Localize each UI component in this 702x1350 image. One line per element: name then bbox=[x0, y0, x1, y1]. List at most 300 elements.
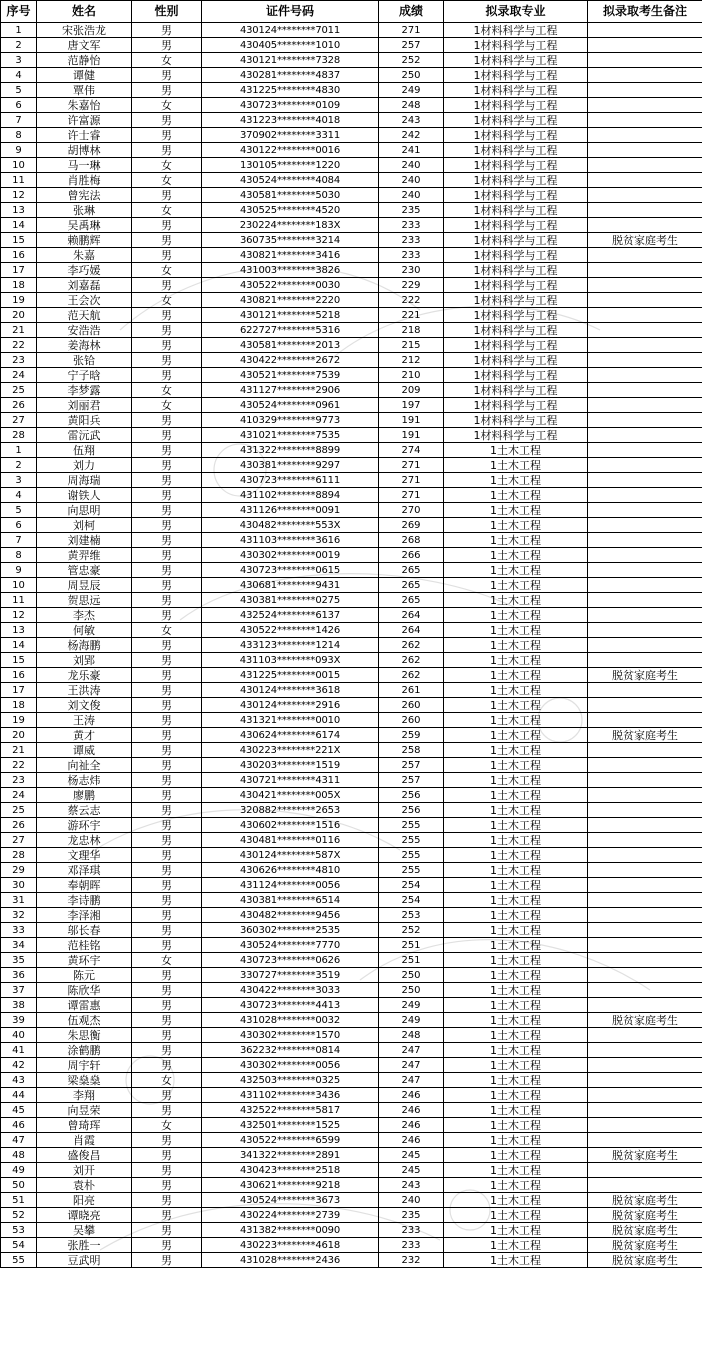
table-row bbox=[1, 758, 702, 773]
name-cell: 张胜一 bbox=[37, 1238, 132, 1253]
remark-cell bbox=[588, 833, 702, 848]
score-cell: 254 bbox=[379, 878, 444, 893]
gender-cell: 男 bbox=[132, 533, 202, 548]
major-cell: 1材料科学与工程 bbox=[444, 248, 588, 263]
remark-cell bbox=[588, 518, 702, 533]
table-row bbox=[1, 1223, 702, 1238]
major-cell: 1土木工程 bbox=[444, 878, 588, 893]
seq-cell: 13 bbox=[1, 203, 37, 218]
major-cell: 1土木工程 bbox=[444, 1208, 588, 1223]
id-number-cell: 432501********1525 bbox=[202, 1118, 379, 1133]
major-cell: 1材料科学与工程 bbox=[444, 203, 588, 218]
id-number-cell: 430723********6111 bbox=[202, 473, 379, 488]
table-row bbox=[1, 1058, 702, 1073]
table-row bbox=[1, 83, 702, 98]
name-cell: 李巧媛 bbox=[37, 263, 132, 278]
major-cell: 1土木工程 bbox=[444, 863, 588, 878]
id-number-cell: 430423********2518 bbox=[202, 1163, 379, 1178]
table-row bbox=[1, 773, 702, 788]
id-number-cell: 430723********0626 bbox=[202, 953, 379, 968]
remark-cell bbox=[588, 908, 702, 923]
name-cell: 何敏 bbox=[37, 623, 132, 638]
gender-cell: 男 bbox=[132, 1148, 202, 1163]
major-cell: 1材料科学与工程 bbox=[444, 428, 588, 443]
major-cell: 1土木工程 bbox=[444, 893, 588, 908]
table-row bbox=[1, 578, 702, 593]
gender-cell: 男 bbox=[132, 1043, 202, 1058]
gender-cell: 男 bbox=[132, 578, 202, 593]
gender-cell: 男 bbox=[132, 1223, 202, 1238]
id-number-cell: 431021********7535 bbox=[202, 428, 379, 443]
table-row bbox=[1, 683, 702, 698]
remark-cell bbox=[588, 638, 702, 653]
remark-cell bbox=[588, 758, 702, 773]
major-cell: 1材料科学与工程 bbox=[444, 158, 588, 173]
name-cell: 梁燊燊 bbox=[37, 1073, 132, 1088]
table-row bbox=[1, 353, 702, 368]
major-cell: 1土木工程 bbox=[444, 1028, 588, 1043]
seq-cell: 16 bbox=[1, 668, 37, 683]
major-cell: 1土木工程 bbox=[444, 1253, 588, 1268]
name-cell: 管忠豪 bbox=[37, 563, 132, 578]
seq-cell: 1 bbox=[1, 443, 37, 458]
major-cell: 1材料科学与工程 bbox=[444, 233, 588, 248]
id-number-cell: 430124********2916 bbox=[202, 698, 379, 713]
major-cell: 1材料科学与工程 bbox=[444, 83, 588, 98]
name-cell: 黄羿维 bbox=[37, 548, 132, 563]
major-cell: 1土木工程 bbox=[444, 1103, 588, 1118]
table-row bbox=[1, 998, 702, 1013]
name-cell: 朱嘉怡 bbox=[37, 98, 132, 113]
major-cell: 1土木工程 bbox=[444, 968, 588, 983]
name-cell: 宁子晗 bbox=[37, 368, 132, 383]
major-cell: 1土木工程 bbox=[444, 458, 588, 473]
remark-cell bbox=[588, 83, 702, 98]
score-cell: 251 bbox=[379, 938, 444, 953]
table-row bbox=[1, 428, 702, 443]
gender-cell: 女 bbox=[132, 203, 202, 218]
table-row bbox=[1, 338, 702, 353]
gender-cell: 男 bbox=[132, 668, 202, 683]
seq-cell: 13 bbox=[1, 623, 37, 638]
remark-cell bbox=[588, 863, 702, 878]
gender-cell: 男 bbox=[132, 248, 202, 263]
major-cell: 1土木工程 bbox=[444, 503, 588, 518]
remark-cell bbox=[588, 788, 702, 803]
gender-cell: 男 bbox=[132, 1058, 202, 1073]
name-cell: 贺思远 bbox=[37, 593, 132, 608]
score-cell: 258 bbox=[379, 743, 444, 758]
id-number-cell: 431126********0091 bbox=[202, 503, 379, 518]
major-cell: 1土木工程 bbox=[444, 608, 588, 623]
gender-cell: 男 bbox=[132, 428, 202, 443]
name-cell: 宋张浩龙 bbox=[37, 23, 132, 38]
gender-cell: 女 bbox=[132, 1118, 202, 1133]
score-cell: 247 bbox=[379, 1043, 444, 1058]
score-cell: 240 bbox=[379, 173, 444, 188]
table-row bbox=[1, 938, 702, 953]
major-cell: 1土木工程 bbox=[444, 1178, 588, 1193]
name-cell: 周昱辰 bbox=[37, 578, 132, 593]
score-cell: 271 bbox=[379, 473, 444, 488]
score-cell: 210 bbox=[379, 368, 444, 383]
major-cell: 1土木工程 bbox=[444, 488, 588, 503]
seq-cell: 1 bbox=[1, 23, 37, 38]
name-cell: 杨志炜 bbox=[37, 773, 132, 788]
score-cell: 252 bbox=[379, 923, 444, 938]
major-cell: 1材料科学与工程 bbox=[444, 23, 588, 38]
seq-cell: 22 bbox=[1, 758, 37, 773]
remark-cell bbox=[588, 503, 702, 518]
remark-cell: 脱贫家庭考生 bbox=[588, 1148, 702, 1163]
score-cell: 271 bbox=[379, 488, 444, 503]
name-cell: 刘开 bbox=[37, 1163, 132, 1178]
table-row bbox=[1, 863, 702, 878]
id-number-cell: 430121********5218 bbox=[202, 308, 379, 323]
major-cell: 1土木工程 bbox=[444, 563, 588, 578]
score-cell: 218 bbox=[379, 323, 444, 338]
major-cell: 1土木工程 bbox=[444, 818, 588, 833]
gender-cell: 男 bbox=[132, 443, 202, 458]
major-cell: 1土木工程 bbox=[444, 1223, 588, 1238]
gender-cell: 女 bbox=[132, 263, 202, 278]
id-number-cell: 430405********1010 bbox=[202, 38, 379, 53]
id-number-cell: 622727********5316 bbox=[202, 323, 379, 338]
name-cell: 阳亮 bbox=[37, 1193, 132, 1208]
id-number-cell: 431382********0090 bbox=[202, 1223, 379, 1238]
seq-cell: 6 bbox=[1, 518, 37, 533]
name-cell: 刘建楠 bbox=[37, 533, 132, 548]
seq-cell: 26 bbox=[1, 818, 37, 833]
major-cell: 1材料科学与工程 bbox=[444, 38, 588, 53]
major-cell: 1材料科学与工程 bbox=[444, 338, 588, 353]
remark-cell bbox=[588, 698, 702, 713]
seq-cell: 20 bbox=[1, 308, 37, 323]
score-cell: 215 bbox=[379, 338, 444, 353]
remark-cell bbox=[588, 923, 702, 938]
seq-cell: 8 bbox=[1, 548, 37, 563]
seq-cell: 21 bbox=[1, 323, 37, 338]
seq-cell: 51 bbox=[1, 1193, 37, 1208]
name-cell: 许富源 bbox=[37, 113, 132, 128]
id-number-cell: 430624********6174 bbox=[202, 728, 379, 743]
id-number-cell: 130105********1220 bbox=[202, 158, 379, 173]
major-cell: 1土木工程 bbox=[444, 443, 588, 458]
gender-cell: 男 bbox=[132, 1163, 202, 1178]
gender-cell: 男 bbox=[132, 983, 202, 998]
seq-cell: 27 bbox=[1, 413, 37, 428]
score-cell: 257 bbox=[379, 758, 444, 773]
remark-cell: 脱贫家庭考生 bbox=[588, 1238, 702, 1253]
seq-cell: 53 bbox=[1, 1223, 37, 1238]
remark-cell bbox=[588, 1043, 702, 1058]
major-cell: 1材料科学与工程 bbox=[444, 188, 588, 203]
remark-cell bbox=[588, 968, 702, 983]
score-cell: 245 bbox=[379, 1148, 444, 1163]
major-cell: 1材料科学与工程 bbox=[444, 383, 588, 398]
remark-cell bbox=[588, 173, 702, 188]
id-number-cell: 431127********2906 bbox=[202, 383, 379, 398]
id-number-cell: 431103********3616 bbox=[202, 533, 379, 548]
score-cell: 255 bbox=[379, 848, 444, 863]
name-cell: 范天航 bbox=[37, 308, 132, 323]
gender-cell: 男 bbox=[132, 548, 202, 563]
score-cell: 255 bbox=[379, 818, 444, 833]
score-cell: 255 bbox=[379, 833, 444, 848]
seq-cell: 3 bbox=[1, 53, 37, 68]
gender-cell: 男 bbox=[132, 683, 202, 698]
seq-cell: 35 bbox=[1, 953, 37, 968]
name-cell: 肖霞 bbox=[37, 1133, 132, 1148]
seq-cell: 48 bbox=[1, 1148, 37, 1163]
table-row bbox=[1, 623, 702, 638]
seq-cell: 11 bbox=[1, 173, 37, 188]
id-number-cell: 430723********4413 bbox=[202, 998, 379, 1013]
major-cell: 1土木工程 bbox=[444, 983, 588, 998]
gender-cell: 男 bbox=[132, 593, 202, 608]
table-row bbox=[1, 1043, 702, 1058]
id-number-cell: 430522********6599 bbox=[202, 1133, 379, 1148]
table-row bbox=[1, 383, 702, 398]
seq-cell: 39 bbox=[1, 1013, 37, 1028]
table-row bbox=[1, 413, 702, 428]
gender-cell: 男 bbox=[132, 863, 202, 878]
id-number-cell: 430524********0961 bbox=[202, 398, 379, 413]
remark-cell bbox=[588, 578, 702, 593]
major-cell: 1土木工程 bbox=[444, 1133, 588, 1148]
score-cell: 254 bbox=[379, 893, 444, 908]
table-body bbox=[1, 23, 702, 1268]
table-row bbox=[1, 503, 702, 518]
name-cell: 李诗鹏 bbox=[37, 893, 132, 908]
table-row bbox=[1, 1178, 702, 1193]
remark-cell bbox=[588, 818, 702, 833]
major-cell: 1土木工程 bbox=[444, 1118, 588, 1133]
table-row bbox=[1, 368, 702, 383]
remark-cell bbox=[588, 653, 702, 668]
name-cell: 范桂铭 bbox=[37, 938, 132, 953]
name-cell: 黄才 bbox=[37, 728, 132, 743]
id-number-cell: 430521********7539 bbox=[202, 368, 379, 383]
gender-cell: 男 bbox=[132, 1208, 202, 1223]
name-cell: 邓泽琪 bbox=[37, 863, 132, 878]
seq-cell: 3 bbox=[1, 473, 37, 488]
major-cell: 1材料科学与工程 bbox=[444, 323, 588, 338]
id-number-cell: 430525********4520 bbox=[202, 203, 379, 218]
id-number-cell: 230224********183X bbox=[202, 218, 379, 233]
remark-cell bbox=[588, 188, 702, 203]
remark-cell: 脱贫家庭考生 bbox=[588, 233, 702, 248]
table-row bbox=[1, 668, 702, 683]
remark-cell bbox=[588, 128, 702, 143]
score-cell: 249 bbox=[379, 83, 444, 98]
header-row bbox=[1, 1, 702, 23]
major-cell: 1材料科学与工程 bbox=[444, 98, 588, 113]
seq-cell: 41 bbox=[1, 1043, 37, 1058]
name-cell: 范静怡 bbox=[37, 53, 132, 68]
score-cell: 266 bbox=[379, 548, 444, 563]
remark-cell bbox=[588, 608, 702, 623]
seq-cell: 14 bbox=[1, 638, 37, 653]
remark-cell bbox=[588, 263, 702, 278]
name-cell: 黄阳兵 bbox=[37, 413, 132, 428]
table-row bbox=[1, 1208, 702, 1223]
header-cell-gender: 性别 bbox=[132, 1, 202, 23]
score-cell: 253 bbox=[379, 908, 444, 923]
name-cell: 谭健 bbox=[37, 68, 132, 83]
seq-cell: 18 bbox=[1, 698, 37, 713]
seq-cell: 9 bbox=[1, 563, 37, 578]
gender-cell: 男 bbox=[132, 968, 202, 983]
seq-cell: 18 bbox=[1, 278, 37, 293]
score-cell: 270 bbox=[379, 503, 444, 518]
name-cell: 胡博林 bbox=[37, 143, 132, 158]
id-number-cell: 430681********9431 bbox=[202, 578, 379, 593]
gender-cell: 男 bbox=[132, 353, 202, 368]
gender-cell: 男 bbox=[132, 1238, 202, 1253]
seq-cell: 16 bbox=[1, 248, 37, 263]
score-cell: 265 bbox=[379, 563, 444, 578]
score-cell: 230 bbox=[379, 263, 444, 278]
id-number-cell: 430524********4084 bbox=[202, 173, 379, 188]
gender-cell: 女 bbox=[132, 53, 202, 68]
gender-cell: 男 bbox=[132, 1013, 202, 1028]
name-cell: 赖鹏辉 bbox=[37, 233, 132, 248]
remark-cell bbox=[588, 848, 702, 863]
seq-cell: 24 bbox=[1, 368, 37, 383]
id-number-cell: 430522********0030 bbox=[202, 278, 379, 293]
id-number-cell: 431102********3436 bbox=[202, 1088, 379, 1103]
score-cell: 241 bbox=[379, 143, 444, 158]
seq-cell: 2 bbox=[1, 38, 37, 53]
major-cell: 1土木工程 bbox=[444, 923, 588, 938]
table-row bbox=[1, 653, 702, 668]
gender-cell: 男 bbox=[132, 893, 202, 908]
name-cell: 蔡云志 bbox=[37, 803, 132, 818]
name-cell: 谭晓亮 bbox=[37, 1208, 132, 1223]
name-cell: 向祉全 bbox=[37, 758, 132, 773]
seq-cell: 50 bbox=[1, 1178, 37, 1193]
gender-cell: 男 bbox=[132, 338, 202, 353]
remark-cell bbox=[588, 293, 702, 308]
id-number-cell: 430281********4837 bbox=[202, 68, 379, 83]
table-row bbox=[1, 23, 702, 38]
remark-cell: 脱贫家庭考生 bbox=[588, 728, 702, 743]
major-cell: 1材料科学与工程 bbox=[444, 413, 588, 428]
seq-cell: 33 bbox=[1, 923, 37, 938]
name-cell: 盛俊昌 bbox=[37, 1148, 132, 1163]
seq-cell: 36 bbox=[1, 968, 37, 983]
score-cell: 271 bbox=[379, 23, 444, 38]
seq-cell: 10 bbox=[1, 578, 37, 593]
gender-cell: 男 bbox=[132, 638, 202, 653]
remark-cell bbox=[588, 683, 702, 698]
remark-cell bbox=[588, 143, 702, 158]
seq-cell: 37 bbox=[1, 983, 37, 998]
score-cell: 243 bbox=[379, 113, 444, 128]
remark-cell bbox=[588, 1028, 702, 1043]
score-cell: 222 bbox=[379, 293, 444, 308]
id-number-cell: 431003********3826 bbox=[202, 263, 379, 278]
major-cell: 1土木工程 bbox=[444, 668, 588, 683]
seq-cell: 29 bbox=[1, 863, 37, 878]
table-row bbox=[1, 248, 702, 263]
remark-cell bbox=[588, 878, 702, 893]
table-row bbox=[1, 158, 702, 173]
major-cell: 1土木工程 bbox=[444, 683, 588, 698]
name-cell: 曾琦珲 bbox=[37, 1118, 132, 1133]
score-cell: 229 bbox=[379, 278, 444, 293]
score-cell: 257 bbox=[379, 773, 444, 788]
table-row bbox=[1, 68, 702, 83]
major-cell: 1土木工程 bbox=[444, 713, 588, 728]
table-row bbox=[1, 473, 702, 488]
remark-cell bbox=[588, 458, 702, 473]
seq-cell: 21 bbox=[1, 743, 37, 758]
table-row bbox=[1, 203, 702, 218]
seq-cell: 22 bbox=[1, 338, 37, 353]
gender-cell: 男 bbox=[132, 788, 202, 803]
remark-cell bbox=[588, 203, 702, 218]
score-cell: 209 bbox=[379, 383, 444, 398]
name-cell: 马一琳 bbox=[37, 158, 132, 173]
name-cell: 陈欣华 bbox=[37, 983, 132, 998]
name-cell: 王涛 bbox=[37, 713, 132, 728]
seq-cell: 46 bbox=[1, 1118, 37, 1133]
name-cell: 谭雷惠 bbox=[37, 998, 132, 1013]
name-cell: 李杰 bbox=[37, 608, 132, 623]
id-number-cell: 430422********2672 bbox=[202, 353, 379, 368]
id-number-cell: 430821********3416 bbox=[202, 248, 379, 263]
name-cell: 吴攀 bbox=[37, 1223, 132, 1238]
score-cell: 251 bbox=[379, 953, 444, 968]
table-row bbox=[1, 1013, 702, 1028]
table-row bbox=[1, 638, 702, 653]
gender-cell: 男 bbox=[132, 803, 202, 818]
table-row bbox=[1, 848, 702, 863]
seq-cell: 43 bbox=[1, 1073, 37, 1088]
score-cell: 233 bbox=[379, 233, 444, 248]
name-cell: 袁朴 bbox=[37, 1178, 132, 1193]
seq-cell: 32 bbox=[1, 908, 37, 923]
seq-cell: 42 bbox=[1, 1058, 37, 1073]
major-cell: 1土木工程 bbox=[444, 743, 588, 758]
id-number-cell: 430302********0019 bbox=[202, 548, 379, 563]
name-cell: 覃伟 bbox=[37, 83, 132, 98]
gender-cell: 男 bbox=[132, 218, 202, 233]
remark-cell bbox=[588, 383, 702, 398]
major-cell: 1土木工程 bbox=[444, 1013, 588, 1028]
name-cell: 张铪 bbox=[37, 353, 132, 368]
major-cell: 1土木工程 bbox=[444, 578, 588, 593]
id-number-cell: 430124********587X bbox=[202, 848, 379, 863]
seq-cell: 9 bbox=[1, 143, 37, 158]
name-cell: 黄环宇 bbox=[37, 953, 132, 968]
score-cell: 233 bbox=[379, 1223, 444, 1238]
id-number-cell: 430302********0056 bbox=[202, 1058, 379, 1073]
table-row bbox=[1, 308, 702, 323]
score-cell: 250 bbox=[379, 983, 444, 998]
score-cell: 246 bbox=[379, 1103, 444, 1118]
name-cell: 文理华 bbox=[37, 848, 132, 863]
score-cell: 262 bbox=[379, 653, 444, 668]
score-cell: 252 bbox=[379, 53, 444, 68]
seq-cell: 10 bbox=[1, 158, 37, 173]
seq-cell: 15 bbox=[1, 233, 37, 248]
remark-cell bbox=[588, 38, 702, 53]
score-cell: 260 bbox=[379, 713, 444, 728]
table-row bbox=[1, 98, 702, 113]
